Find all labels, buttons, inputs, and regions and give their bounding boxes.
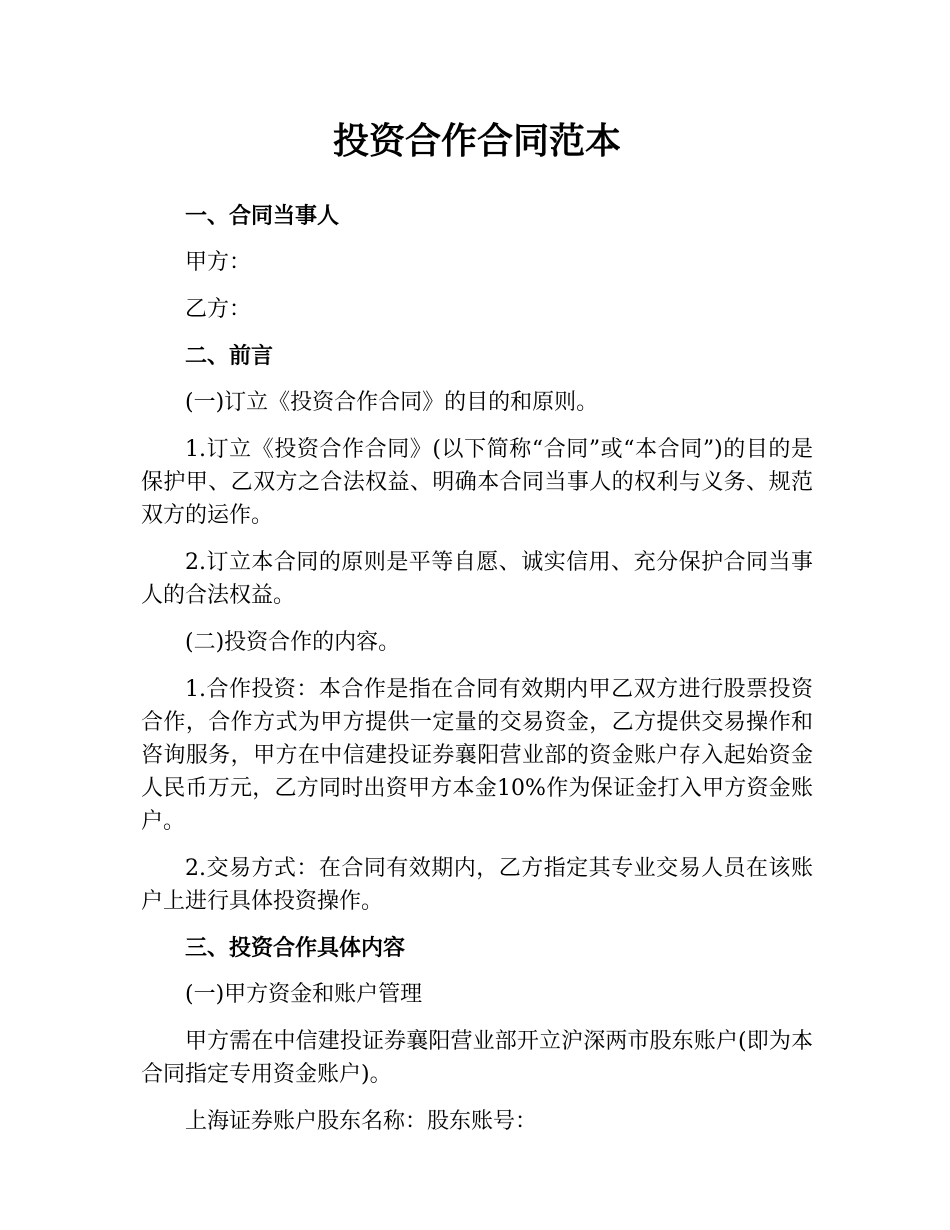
party-a-line: 甲方： [185,250,252,275]
section-heading-parties: 一、合同当事人 [185,204,340,229]
subsection-content: (二)投资合作的内容。 [185,630,401,655]
section-heading-preface: 二、前言 [185,344,274,369]
party-b-line: 乙方： [185,297,252,322]
paragraph-content-2: 2.交易方式：在合同有效期内，乙方指定其专业交易人员在该账户上进行具体投资操作。 [141,856,813,914]
paragraph-purpose-2: 2.订立本合同的原则是平等自愿、诚实信用、充分保护合同当事人的合法权益。 [141,550,813,608]
subsection-purpose: (一)订立《投资合作合同》的目的和原则。 [185,390,599,415]
paragraph-purpose-1: 1.订立《投资合作合同》(以下简称“合同”或“本合同”)的目的是保护甲、乙双方之合法权益、明确本合同当事人的权利与义务、规范双方的运作。 [141,437,813,528]
section-heading-details: 三、投资合作具体内容 [185,936,406,961]
document-body [141,200,813,1152]
paragraph-content-1: 1.合作投资：本合作是指在合同有效期内甲乙双方进行股票投资合作，合作方式为甲方提供一定量的交易资金，乙方提供交易操作和咨询服务，甲方在中信建投证券襄阳营业部的资金账户存入起始资金人民币万元，乙方同时出资甲方本金10%作为保证金打入甲方资金账户。 [141,677,813,834]
paragraph-shanghai-account: 上海证券账户股东名称：股东账号： [185,1109,538,1134]
document-title: 投资合作合同范本 [332,121,621,162]
paragraph-account-opening: 甲方需在中信建投证券襄阳营业部开立沪深两市股东账户(即为本合同指定专用资金账户)。 [141,1029,813,1087]
subsection-account-management: (一)甲方资金和账户管理 [185,982,423,1007]
